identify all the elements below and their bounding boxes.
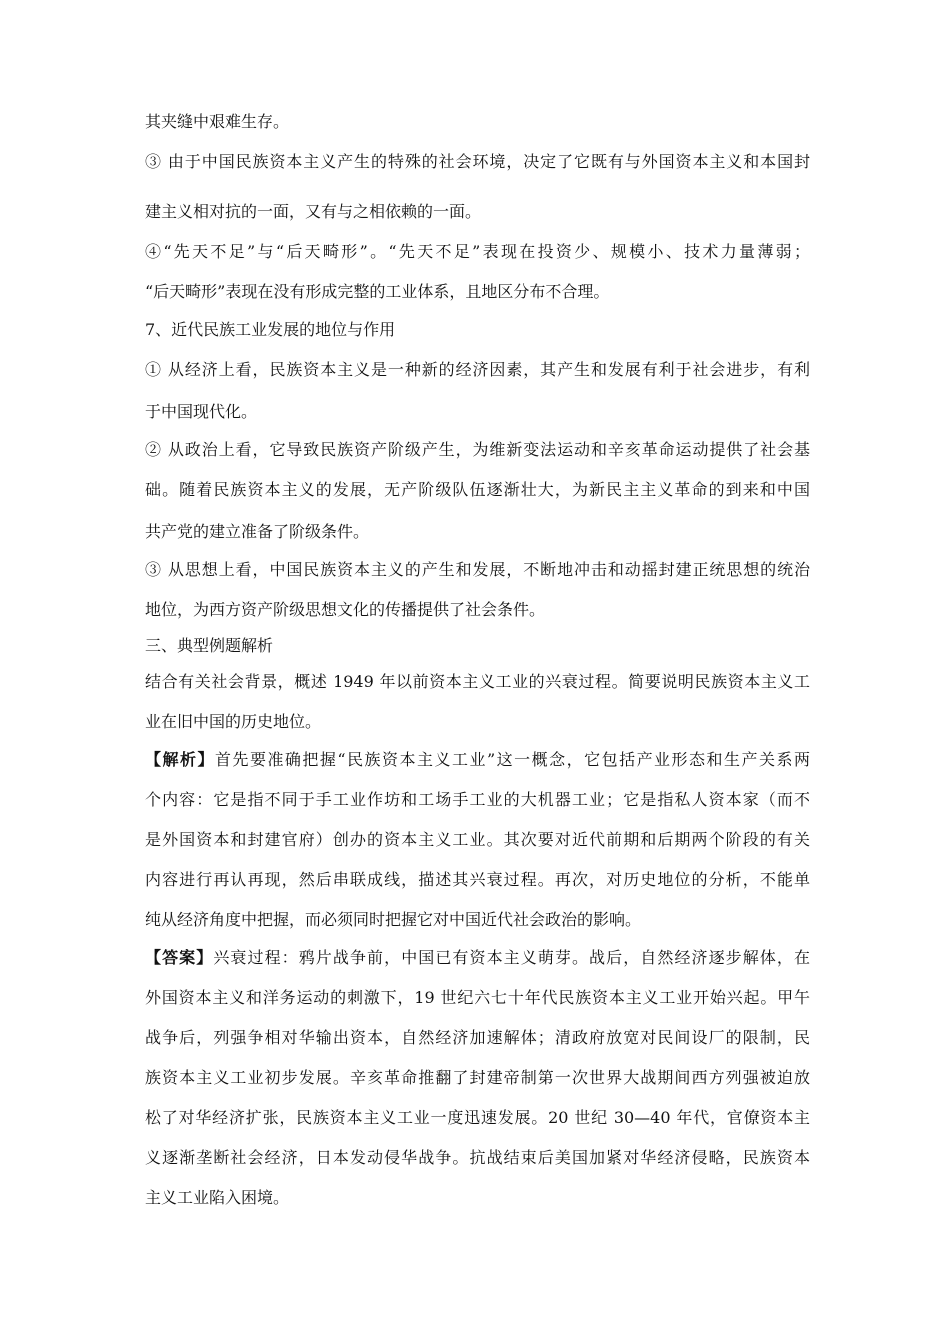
text-line <box>145 430 810 470</box>
text-line <box>145 662 810 702</box>
line-text: 族资本主义工业初步发展。辛亥革命推翻了封建帝制第一次世界大战期间西方列强被迫放 <box>145 1068 810 1087</box>
text-line <box>145 272 810 312</box>
line-text: 外国资本主义和洋务运动的刺激下，19 世纪六七十年代民族资本主义工业开始兴起。甲午 <box>145 988 810 1007</box>
text-line <box>145 1178 810 1218</box>
line-text: 义逐渐垄断社会经济，日本发动侵华战争。抗战结束后美国加紧对华经济侵略，民族资本 <box>145 1148 810 1167</box>
line-text: ③ 由于中国民族资本主义产生的特殊的社会环境，决定了它既有与外国资本主义和本国封 <box>145 152 810 171</box>
line-text: 础。随着民族资本主义的发展，无产阶级队伍逐渐壮大，为新民主主义革命的到来和中国 <box>145 480 810 499</box>
text-line <box>145 978 810 1018</box>
text-line <box>145 310 810 350</box>
text-line <box>145 192 810 232</box>
line-text: 建主义相对抗的一面，又有与之相依赖的一面。 <box>145 202 482 221</box>
text-line <box>145 102 810 142</box>
text-line <box>145 938 810 978</box>
text-line <box>145 626 810 666</box>
text-line <box>145 860 810 900</box>
text-line <box>145 702 810 742</box>
line-text: 首先要准确把握“民族资本主义工业”这一概念，它包括产业形态和生产关系两 <box>214 750 810 769</box>
section-label: 【解析】 <box>145 750 215 769</box>
line-text: 松了对华经济扩张，民族资本主义工业一度迅速发展。20 世纪 30—40 年代，官僚资本主 <box>145 1108 810 1127</box>
text-line <box>145 1098 810 1138</box>
section-label: 【答案】 <box>145 948 214 967</box>
text-line <box>145 470 810 510</box>
line-text: ④“先天不足”与“后天畸形”。“先天不足”表现在投资少、规模小、技术力量薄弱； <box>145 242 810 261</box>
line-text: 共产党的建立准备了阶级条件。 <box>145 522 370 541</box>
text-line <box>145 900 810 940</box>
line-text: ③ 从思想上看，中国民族资本主义的产生和发展，不断地冲击和动摇封建正统思想的统治 <box>145 560 810 579</box>
text-line <box>145 740 810 780</box>
line-text: 7、近代民族工业发展的地位与作用 <box>145 320 396 339</box>
text-line <box>145 232 810 272</box>
text-line <box>145 820 810 860</box>
line-text: 是外国资本和封建官府）创办的资本主义工业。其次要对近代前期和后期两个阶段的有关 <box>145 830 810 849</box>
text-line <box>145 1018 810 1058</box>
text-line <box>145 1138 810 1178</box>
line-text: 个内容：它是指不同于手工业作坊和工场手工业的大机器工业；它是指私人资本家（而不 <box>145 790 810 809</box>
line-text: 业在旧中国的历史地位。 <box>145 712 322 731</box>
line-text: 结合有关社会背景，概述 1949 年以前资本主义工业的兴衰过程。简要说明民族资本主义工 <box>145 672 810 691</box>
line-text: 战争后，列强争相对华输出资本，自然经济加速解体；清政府放宽对民间设厂的限制，民 <box>145 1028 810 1047</box>
text-line <box>145 590 810 630</box>
text-line <box>145 512 810 552</box>
text-line <box>145 350 810 390</box>
text-line <box>145 392 810 432</box>
text-line <box>145 550 810 590</box>
text-line <box>145 1058 810 1098</box>
line-text: ① 从经济上看，民族资本主义是一种新的经济因素，其产生和发展有利于社会进步，有利 <box>145 360 810 379</box>
line-text: 内容进行再认再现，然后串联成线，描述其兴衰过程。再次，对历史地位的分析，不能单 <box>145 870 810 889</box>
line-text: 地位，为西方资产阶级思想文化的传播提供了社会条件。 <box>145 600 546 619</box>
line-text: “后天畸形”表现在没有形成完整的工业体系，且地区分布不合理。 <box>145 282 610 301</box>
line-text: 兴衰过程：鸦片战争前，中国已有资本主义萌芽。战后，自然经济逐步解体，在 <box>213 948 810 967</box>
line-text: 于中国现代化。 <box>145 402 258 421</box>
line-text: 主义工业陷入困境。 <box>145 1188 290 1207</box>
text-line <box>145 780 810 820</box>
line-text: 其夹缝中艰难生存。 <box>145 112 290 131</box>
line-text: 三、典型例题解析 <box>145 636 274 655</box>
line-text: ② 从政治上看，它导致民族资产阶级产生，为维新变法运动和辛亥革命运动提供了社会基 <box>145 440 810 459</box>
text-line <box>145 142 810 182</box>
line-text: 纯从经济角度中把握，而必须同时把握它对中国近代社会政治的影响。 <box>145 910 642 929</box>
